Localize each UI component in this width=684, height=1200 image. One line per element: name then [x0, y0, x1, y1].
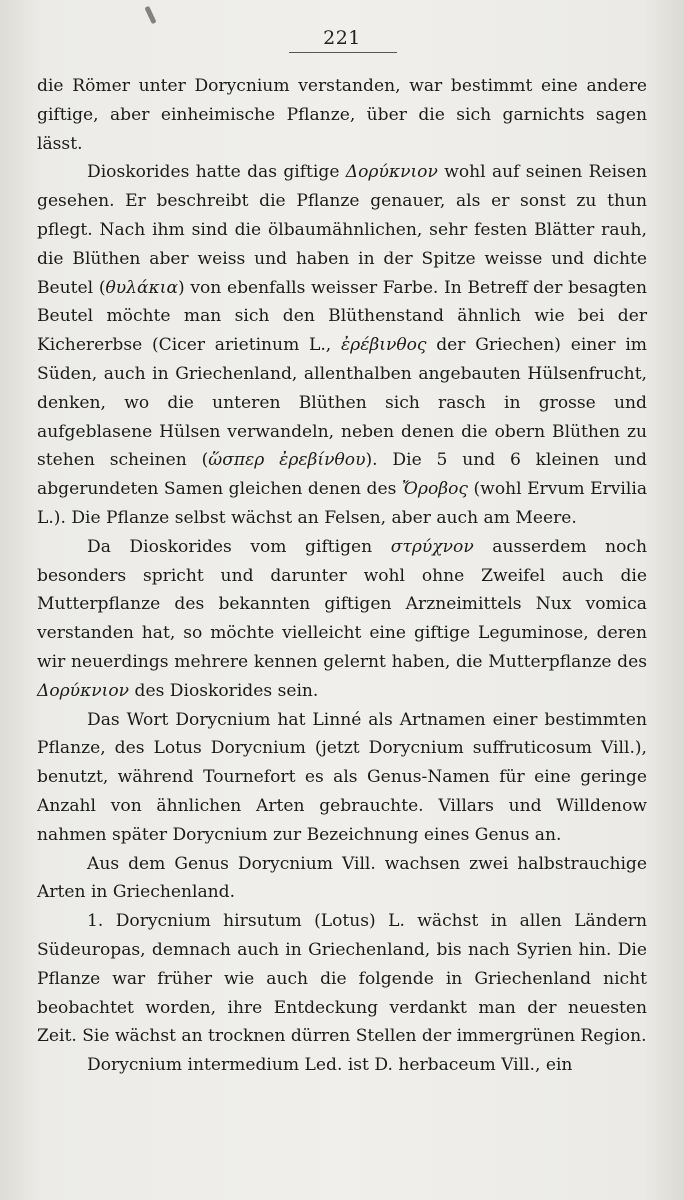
paragraph-7: [37, 1051, 647, 1080]
header-rule: [289, 52, 397, 53]
paragraph-3: [37, 533, 647, 706]
paragraph-5: [37, 850, 647, 908]
greek-term: Δορύκνιον: [37, 680, 130, 701]
greek-term: Δορύκνιον: [345, 162, 438, 183]
ink-mark: [144, 6, 156, 24]
text-run: der Griechen) einer im Süden, auch in Griechenland, allenthalben angebauten Hülsenfrucht, denken, wo die unteren Blüthen sich rasch in grosse und aufgeblasene Hülsen verwandeln, neben denen die obern Blüthen zu stehen scheinen (: [37, 335, 648, 471]
paragraph-6: [37, 907, 647, 1051]
paragraph-1: [37, 72, 647, 158]
text-run: Das Wort Dorycnium hat Linné als Artnamen einer bestimmten Pflanze, des Lotus Dorycnium (jetzt Dorycnium suffruticosum Vill.), benutzt, während Tournefort es als Genus-Namen für eine geringe Anzahl von ähnlichen Arten gebrauchte. Villars und Willdenow nahmen später Dorycnium zur Bezeichnung eines Genus an.: [37, 709, 647, 845]
paragraph-2: [37, 158, 647, 532]
paragraph-4: [37, 706, 647, 850]
greek-term: θυλάκια: [105, 277, 179, 298]
text-run: Aus dem Genus Dorycnium Vill. wachsen zwei halbstrauchige Arten in Griechenland.: [37, 853, 647, 903]
text-run: (wohl Ervum Ervilia L.). Die Pflanze selbst wächst an Felsen, aber auch am Meere.: [37, 479, 648, 528]
text-run: die Römer unter Dorycnium verstanden, war bestimmt eine andere giftige, aber einheimische Pflanze, über die sich garnichts sagen lässt.: [37, 76, 647, 154]
page-number: 221: [323, 27, 361, 49]
text-run: 1. Dorycnium hirsutum (Lotus) L. wächst in allen Ländern Südeuropas, demnach auch in Griechenland, bis nach Syrien hin. Die Pflanze war früher wie auch die folgende in Griechenland nicht beobachtet worden, ihre Entdeckung verdankt man der neuesten Zeit. Sie wächst an trocknen dürren Stellen der immergrünen Region.: [37, 911, 647, 1047]
text-run: Dioskorides hatte das giftige: [87, 162, 346, 183]
text-run: ) von ebenfalls weisser Farbe. In Betreff der besagten Beutel möchte man sich den Blüthenstand ähnlich wie bei der Kichererbse (Cicer arietinum L.,: [37, 277, 648, 356]
text-run: ausserdem noch besonders spricht und darunter wohl ohne Zweifel auch die Mutterpflanze des bekannten giftigen Arzneimittels Nux vomica verstanden hat, so möchte vielleicht eine giftige Leguminose, deren wir neuerdings mehrere kennen gelernt haben, die Mutterpflanze des: [37, 536, 647, 672]
text-run: ). Die 5 und 6 kleinen und abgerundeten Samen gleichen denen des: [37, 450, 647, 500]
text-run: Dorycnium intermedium Led. ist D. herbaceum Vill., ein: [87, 1055, 573, 1076]
body-text: [37, 72, 647, 1080]
greek-term: Ὄροβος: [401, 479, 469, 500]
greek-term: ἐρέβινθος: [340, 335, 427, 356]
text-run: des Dioskorides sein.: [129, 680, 319, 701]
greek-term: ὥσπερ ἐρεβίνθου: [208, 450, 366, 471]
text-run: Da Dioskorides vom giftigen: [87, 536, 391, 557]
greek-term: στρύχνον: [390, 536, 474, 557]
text-run: wohl auf seinen Reisen gesehen. Er beschreibt die Pflanze genauer, als er sonst zu thun pflegt. Nach ihm sind die ölbaumähnlichen, sehr festen Blätter rauh, die Blüthen aber weiss und haben in der Spitze weisse und dichte Beutel (: [37, 162, 647, 298]
